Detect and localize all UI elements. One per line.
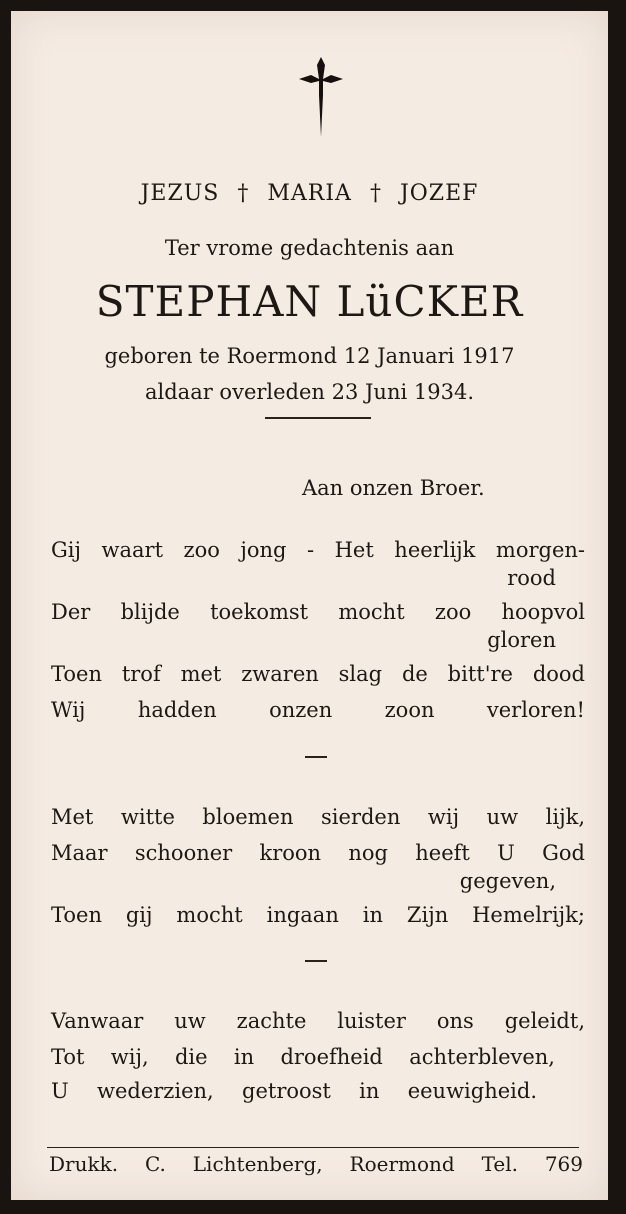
poem-line: Tot wij, die in droefheid achterbleven, [51, 1045, 555, 1069]
latin-cross-icon [296, 55, 346, 139]
header-divider [265, 417, 371, 419]
holy-family-line [11, 181, 608, 206]
stanza-divider [305, 756, 327, 758]
poem-line: Met witte bloemen sierden wij uw lijk, [51, 805, 585, 829]
poem-line: gegeven, [459, 869, 556, 893]
deceased-name: STEPHAN LüCKER [95, 277, 524, 326]
poem-line: Wij hadden onzen zoon verloren! [51, 698, 585, 722]
name-maria: MARIA [267, 181, 352, 206]
poem-line: U wederzien, getroost in eeuwigheid. [51, 1079, 537, 1103]
poem-line: Gij waart zoo jong - Het heerlijk morgen- [51, 538, 585, 562]
footer-divider [47, 1147, 579, 1148]
pious-memory-line: Ter vrome gedachtenis aan [164, 236, 455, 260]
poem-line: gloren [487, 628, 556, 652]
printer-credit: Drukk. C. Lichtenberg, Roermond Tel. 769 [49, 1152, 583, 1176]
name-jozef: JOZEF [399, 181, 479, 206]
stanza-divider [305, 960, 327, 962]
death-line: aldaar overleden 23 Juni 1934. [145, 380, 474, 404]
poem-line: Maar schooner kroon nog heeft U God [51, 841, 585, 865]
memorial-card [11, 11, 608, 1200]
poem-line: Der blijde toekomst mocht zoo hoopvol [51, 600, 585, 624]
poem-dedication: Aan onzen Broer. [302, 476, 485, 500]
birth-line: geboren te Roermond 12 Januari 1917 [104, 344, 515, 368]
poem-line: Toen trof met zwaren slag de bitt're dood [51, 662, 585, 686]
dagger-icon: † [237, 181, 250, 206]
name-jezus: JEZUS [140, 181, 220, 206]
poem-line: rood [507, 566, 556, 590]
poem-line: Vanwaar uw zachte luister ons geleidt, [51, 1009, 585, 1033]
dagger-icon: † [369, 181, 382, 206]
poem-line: Toen gij mocht ingaan in Zijn Hemelrijk; [51, 903, 585, 927]
